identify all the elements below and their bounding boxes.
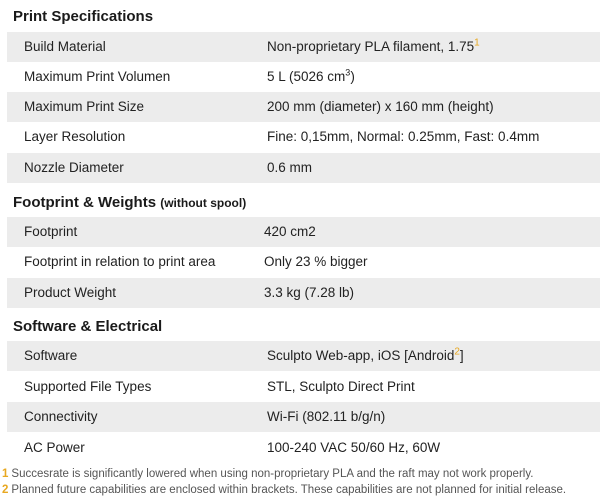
spec-row-nozzle-diameter	[7, 153, 600, 183]
section-title-text: Footprint & Weights	[13, 194, 157, 211]
footnote-marker: 2	[454, 346, 460, 358]
spec-label: AC Power	[24, 440, 85, 455]
footnote-number: 2	[2, 484, 9, 496]
spec-value-suffix: )	[350, 69, 355, 84]
spec-label: Maximum Print Size	[24, 99, 145, 114]
section-title-software-electrical: Software & Electrical	[13, 318, 163, 335]
spec-label: Layer Resolution	[24, 129, 126, 144]
spec-label: Build Material	[24, 39, 106, 54]
spec-row-product-weight	[7, 278, 600, 308]
spec-label: Supported File Types	[24, 379, 152, 394]
footnote-2	[2, 484, 566, 496]
spec-row-ac-power	[7, 433, 600, 463]
spec-row-build-material	[7, 32, 600, 62]
spec-value: 0.6 mm	[267, 160, 313, 175]
spec-value-text: Non-proprietary PLA filament, 1.75	[267, 39, 475, 54]
spec-label: Maximum Print Volumen	[24, 69, 171, 84]
section-title-footprint-weights	[13, 194, 246, 211]
spec-label: Software	[24, 348, 78, 363]
spec-value	[267, 39, 480, 54]
spec-row-footprint-relation	[7, 247, 600, 277]
spec-value: 200 mm (diameter) x 160 mm (height)	[267, 99, 494, 114]
spec-value: STL, Sculpto Direct Print	[267, 379, 415, 394]
spec-label: Footprint in relation to print area	[24, 254, 216, 269]
spec-row-layer-resolution	[7, 122, 600, 152]
footnote-1	[2, 468, 533, 480]
spec-value	[267, 348, 464, 363]
section-subtitle: (without spool)	[160, 196, 247, 210]
spec-label: Connectivity	[24, 409, 98, 424]
spec-value	[267, 69, 355, 84]
spec-row-max-print-volume	[7, 62, 600, 92]
spec-row-software	[7, 341, 600, 371]
spec-value-text: Sculpto Web-app, iOS [Android	[267, 348, 455, 363]
footnote-number: 1	[2, 468, 9, 480]
spec-label: Footprint	[24, 224, 78, 239]
footnote-text: Succesrate is significantly lowered when using non-proprietary PLA and the raft may not work properly.	[11, 468, 534, 480]
spec-row-supported-file-types	[7, 372, 600, 402]
spec-value-suffix: ]	[459, 348, 464, 363]
spec-label: Nozzle Diameter	[24, 160, 124, 175]
spec-label: Product Weight	[24, 285, 117, 300]
spec-value-text: 5 L (5026 cm	[267, 69, 346, 84]
footnote-text: Planned future capabilities are enclosed within brackets. These capabilities are not planned for initial release.	[11, 484, 567, 496]
spec-value: 420 cm2	[264, 224, 316, 239]
section-title-print-specifications: Print Specifications	[13, 8, 154, 25]
superscript: 3	[345, 67, 351, 78]
spec-value: 100-240 VAC 50/60 Hz, 60W	[267, 440, 441, 455]
spec-row-connectivity	[7, 402, 600, 432]
spec-value: Wi-Fi (802.11 b/g/n)	[267, 409, 386, 424]
spec-value: 3.3 kg (7.28 lb)	[264, 285, 355, 300]
spec-row-footprint	[7, 217, 600, 247]
spec-value: Fine: 0,15mm, Normal: 0.25mm, Fast: 0.4mm	[267, 129, 540, 144]
spec-value: Only 23 % bigger	[264, 254, 368, 269]
footnote-marker: 1	[474, 37, 480, 49]
spec-row-max-print-size	[7, 92, 600, 122]
